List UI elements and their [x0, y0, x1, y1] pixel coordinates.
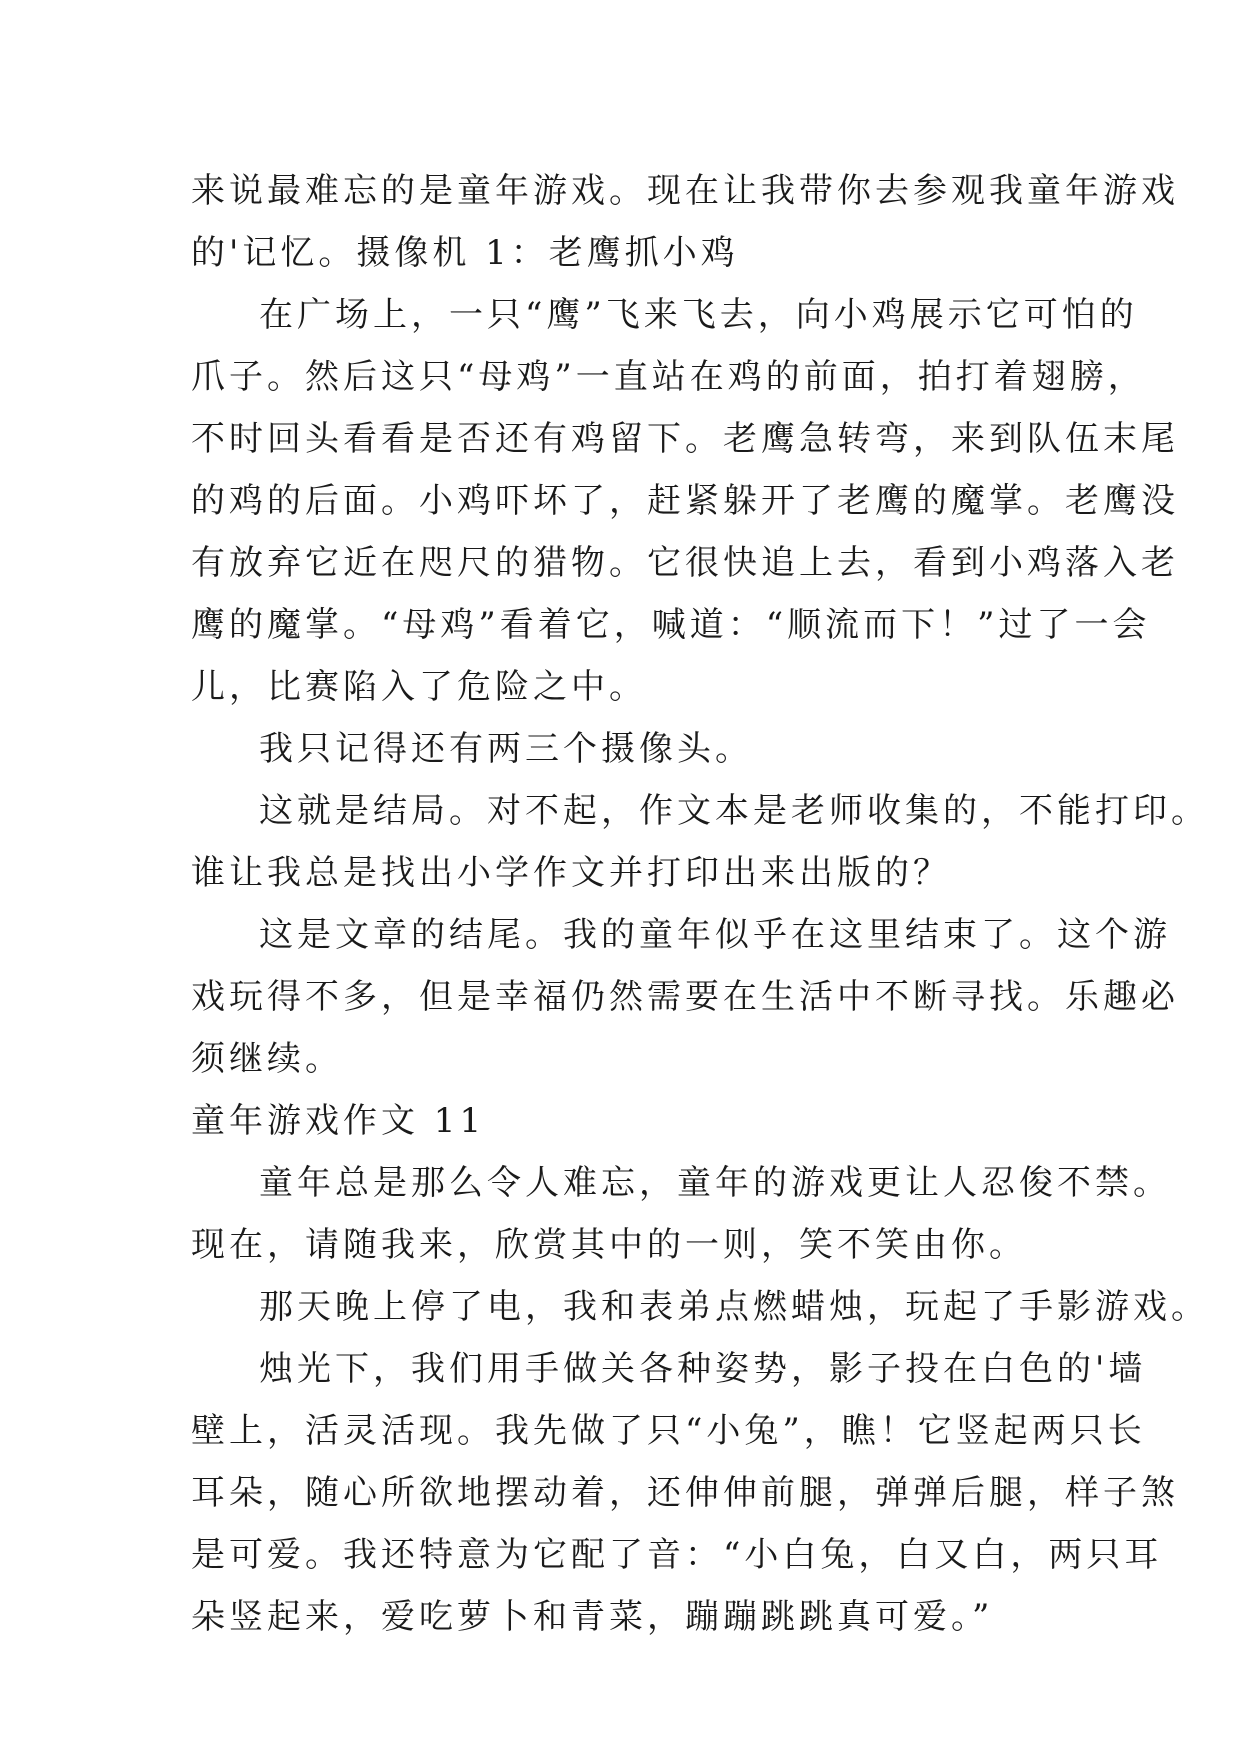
- text-line: 现在，请随我来，欣赏其中的一则，笑不笑由你。: [191, 1225, 1027, 1265]
- text-line: 鹰的魔掌。“母鸡”看着它，喊道：“顺流而下！”过了一会: [191, 605, 1151, 645]
- section-heading: 童年游戏作文 11: [191, 1101, 486, 1141]
- text-line: 有放弃它近在咫尺的猎物。它很快追上去，看到小鸡落入老: [191, 543, 1179, 583]
- text-line: 壁上，活灵活现。我先做了只“小兔”，瞧！它竖起两只长: [191, 1411, 1146, 1451]
- text-line: 戏玩得不多，但是幸福仍然需要在生活中不断寻找。乐趣必: [191, 977, 1179, 1017]
- text-line: 在广场上，一只“鹰”飞来飞去，向小鸡展示它可怕的: [259, 295, 1138, 335]
- text-line: 的鸡的后面。小鸡吓坏了，赶紧躲开了老鹰的魔掌。老鹰没: [191, 481, 1179, 521]
- text-line: 耳朵，随心所欲地摆动着，还伸伸前腿，弹弹后腿，样子煞: [191, 1473, 1179, 1513]
- text-line: 爪子。然后这只“母鸡”一直站在鸡的前面，拍打着翅膀，: [191, 357, 1146, 397]
- text-line: 烛光下，我们用手做关各种姿势，影子投在白色的'墙: [259, 1349, 1147, 1389]
- text-line: 我只记得还有两三个摄像头。: [259, 729, 753, 769]
- text-line: 朵竖起来，爱吃萝卜和青菜，蹦蹦跳跳真可爱。”: [191, 1597, 994, 1637]
- document-body: [191, 160, 1209, 1648]
- text-line: 那天晚上停了电，我和表弟点燃蜡烛，玩起了手影游戏。: [259, 1287, 1209, 1327]
- text-line: 谁让我总是找出小学作文并打印出来出版的？: [191, 853, 951, 893]
- text-line: 这就是结局。对不起，作文本是老师收集的，不能打印。: [259, 791, 1209, 831]
- text-line: 的'记忆。摄像机 1：老鹰抓小鸡: [191, 233, 739, 273]
- text-line: 不时回头看看是否还有鸡留下。老鹰急转弯，来到队伍末尾: [191, 419, 1179, 459]
- text-line: 童年总是那么令人难忘，童年的游戏更让人忍俊不禁。: [259, 1163, 1171, 1203]
- text-line: 是可爱。我还特意为它配了音：“小白兔，白又白，两只耳: [191, 1535, 1163, 1575]
- text-line: 须继续。: [191, 1039, 343, 1079]
- text-line: 这是文章的结尾。我的童年似乎在这里结束了。这个游: [259, 915, 1171, 955]
- text-line: 儿，比赛陷入了危险之中。: [191, 667, 647, 707]
- text-line: 来说最难忘的是童年游戏。现在让我带你去参观我童年游戏: [191, 171, 1179, 211]
